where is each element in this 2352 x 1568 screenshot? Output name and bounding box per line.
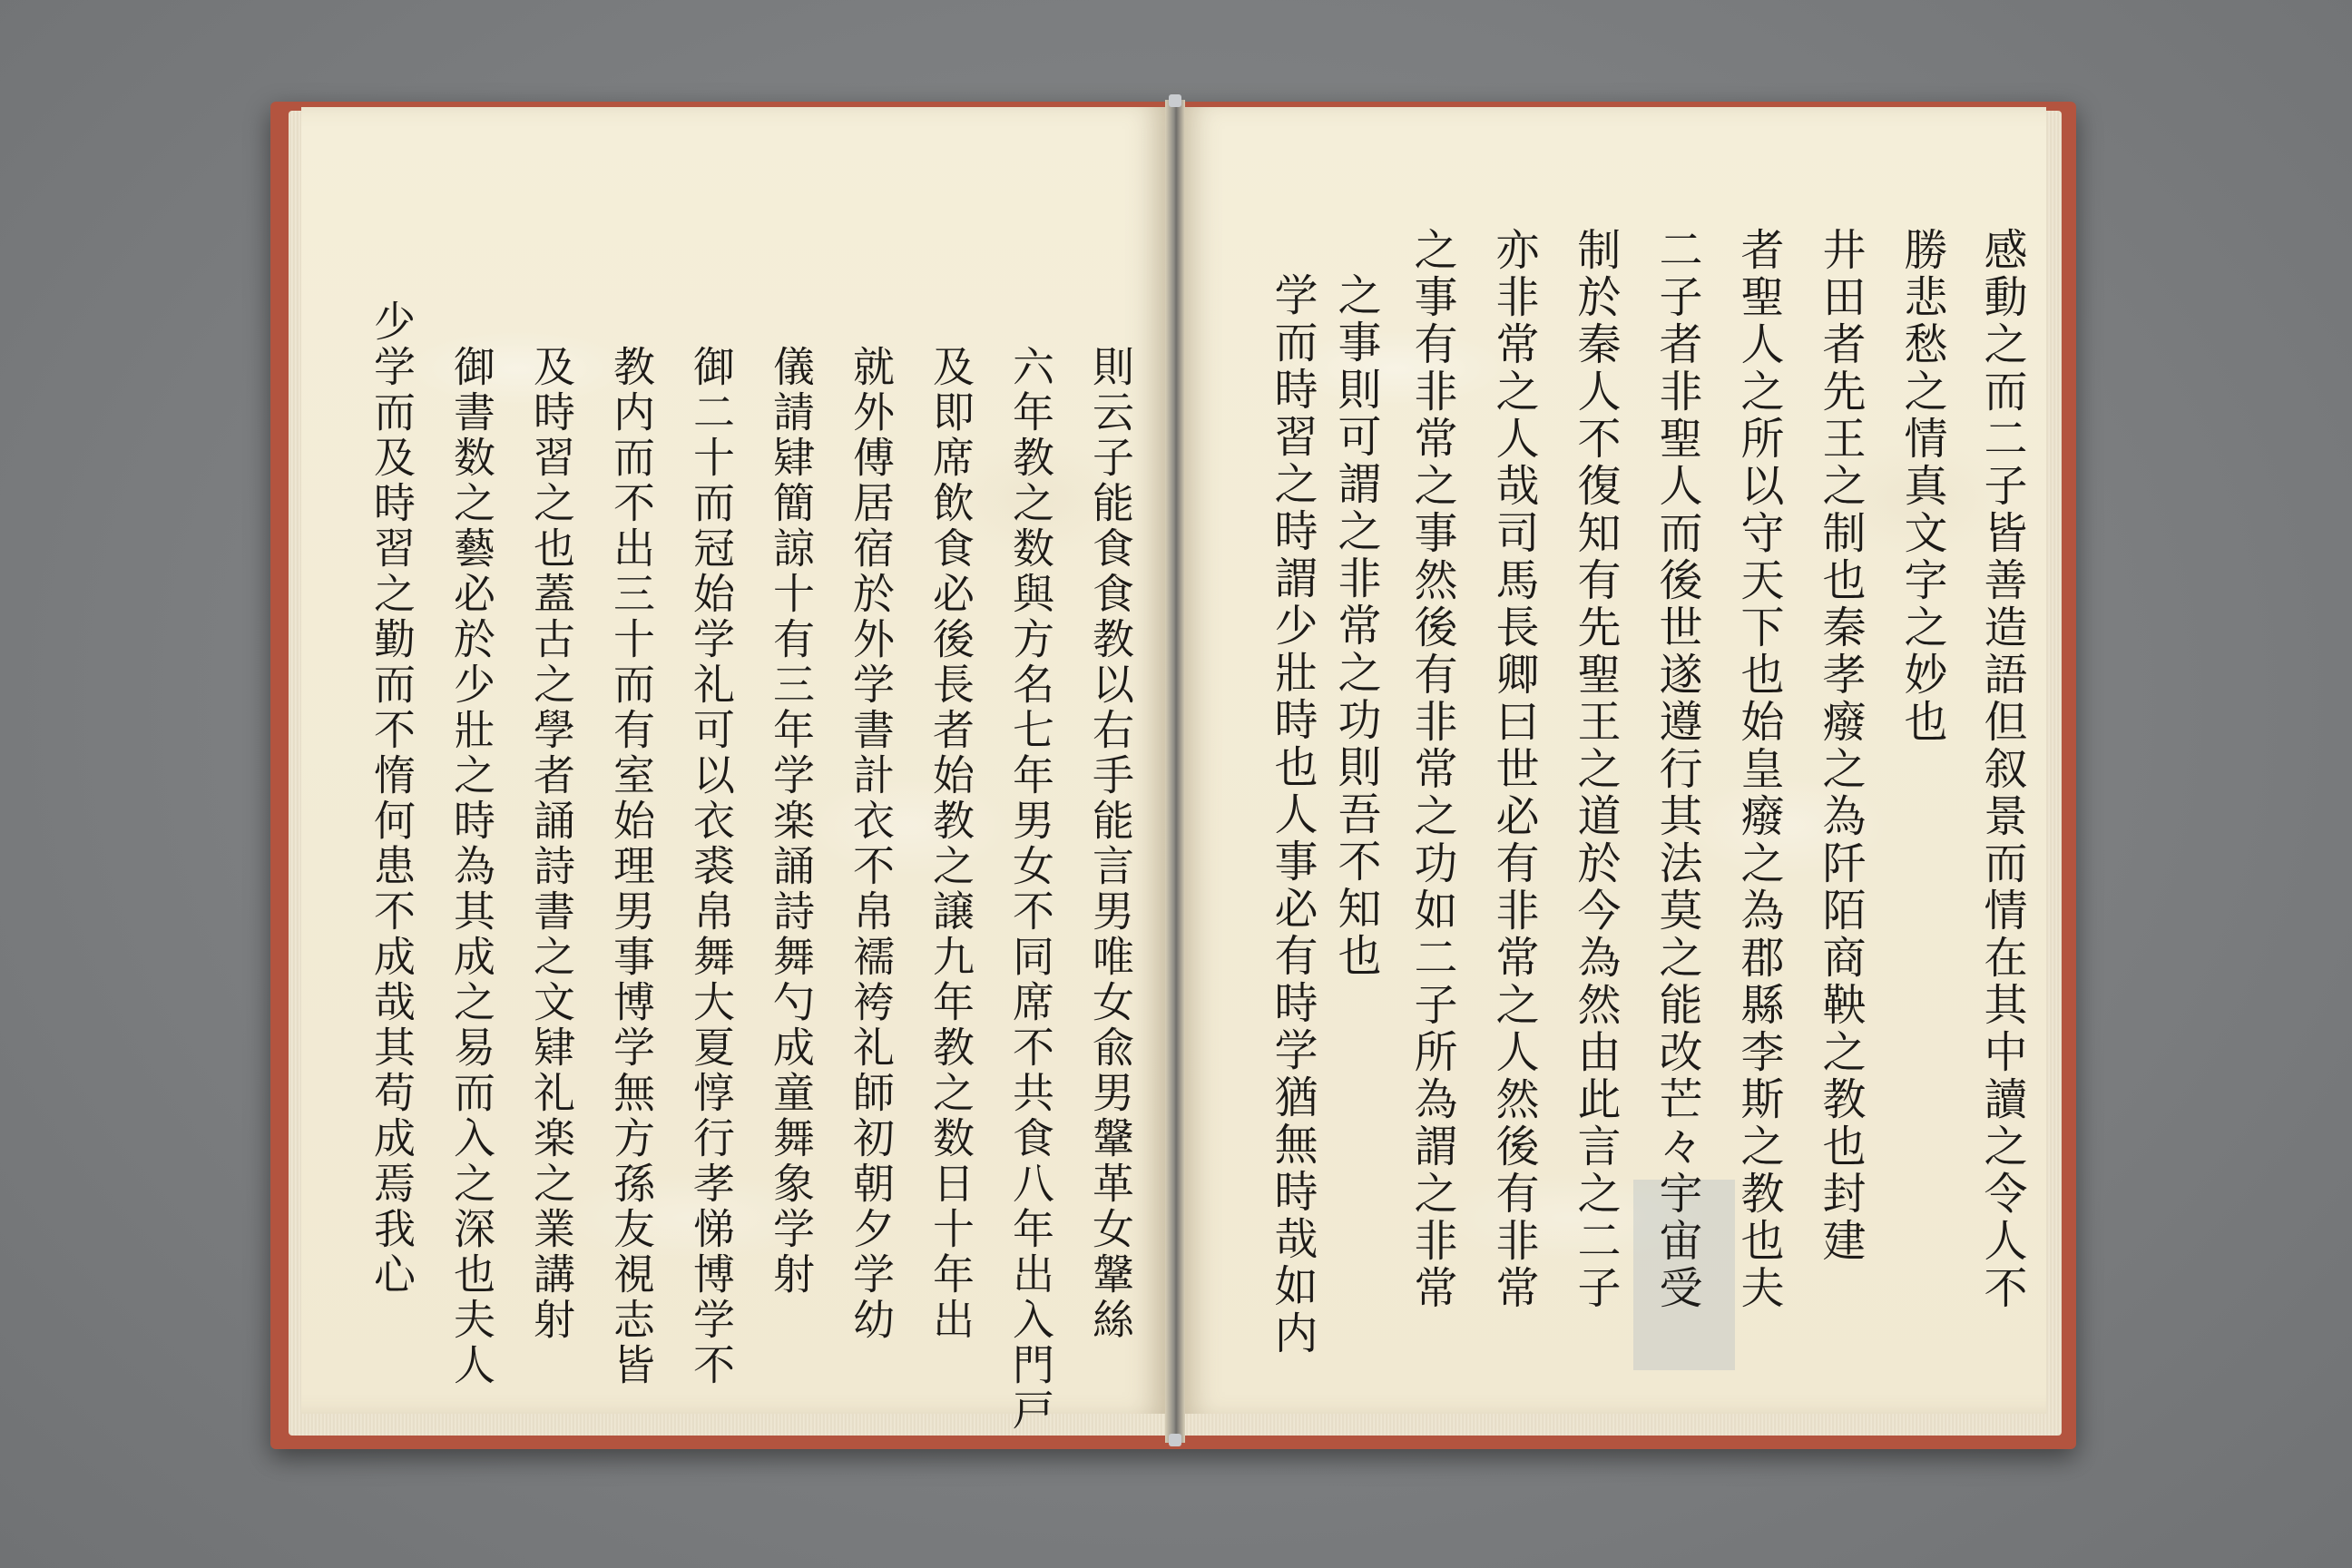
binding-clip [1169,94,1181,107]
text-column: 者聖人之所以守天下也始皇癈之為郡縣李斯之教也夫 [1733,227,1784,1312]
text-column: 儀請肄簡諒十有三年学楽誦詩舞勺成童舞象学射 [767,345,816,1298]
text-column: 井田者先王之制也秦孝癈之為阡陌商鞅之教也封建 [1815,227,1866,1265]
text-column: 就外傅居宿於外学書計衣不帛襦袴礼師初朝夕学幼 [847,345,896,1343]
text-column: 御書数之藝必於少壯之時為其成之易而入之深也夫人 [447,345,496,1388]
text-column: 御二十而冠始学礼可以衣裘帛舞大夏惇行孝悌博学不 [687,345,736,1388]
text-column: 感動之而二子皆善造語但叙景而情在其中讀之令人不 [1976,227,2027,1312]
text-column: 及時習之也蓋古之學者誦詩書之文肄礼楽之業講射 [527,345,576,1343]
binding-clip [1169,1434,1181,1446]
text-column: 之事則可謂之非常之功則吾不知也 [1330,272,1381,980]
text-column: 二子者非聖人而後世遂遵行其法莫之能改芒々宇宙受 [1651,227,1702,1312]
text-column: 勝悲愁之情真文字之妙也 [1896,227,1947,746]
text-column: 之事有非常之事然後有非常之功如二子所為謂之非常 [1406,227,1457,1312]
text-column: 教内而不出三十而有室始理男事博学無方孫友視志皆 [607,345,656,1388]
text-column: 少学而及時習之勤而不惰何患不成哉其苟成焉我心 [368,299,416,1298]
text-column: 及即席飲食必後長者始教之譲九年教之数日十年出 [926,345,975,1343]
book-gutter [1165,100,1185,1443]
text-column: 制於秦人不復知有先聖王之道於今為然由此言之二子 [1570,227,1621,1312]
text-column: 亦非常之人哉司馬長卿曰世必有非常之人然後有非常 [1488,227,1539,1312]
text-column: 学而時習之時謂少壯時也人事必有時学猶無時哉如内 [1267,272,1318,1357]
text-column: 則云子能食食教以右手能言男唯女兪男鞶革女鞶絲 [1086,345,1135,1343]
text-column: 六年教之数與方名七年男女不同席不共食八年出入門戸 [1006,345,1055,1434]
